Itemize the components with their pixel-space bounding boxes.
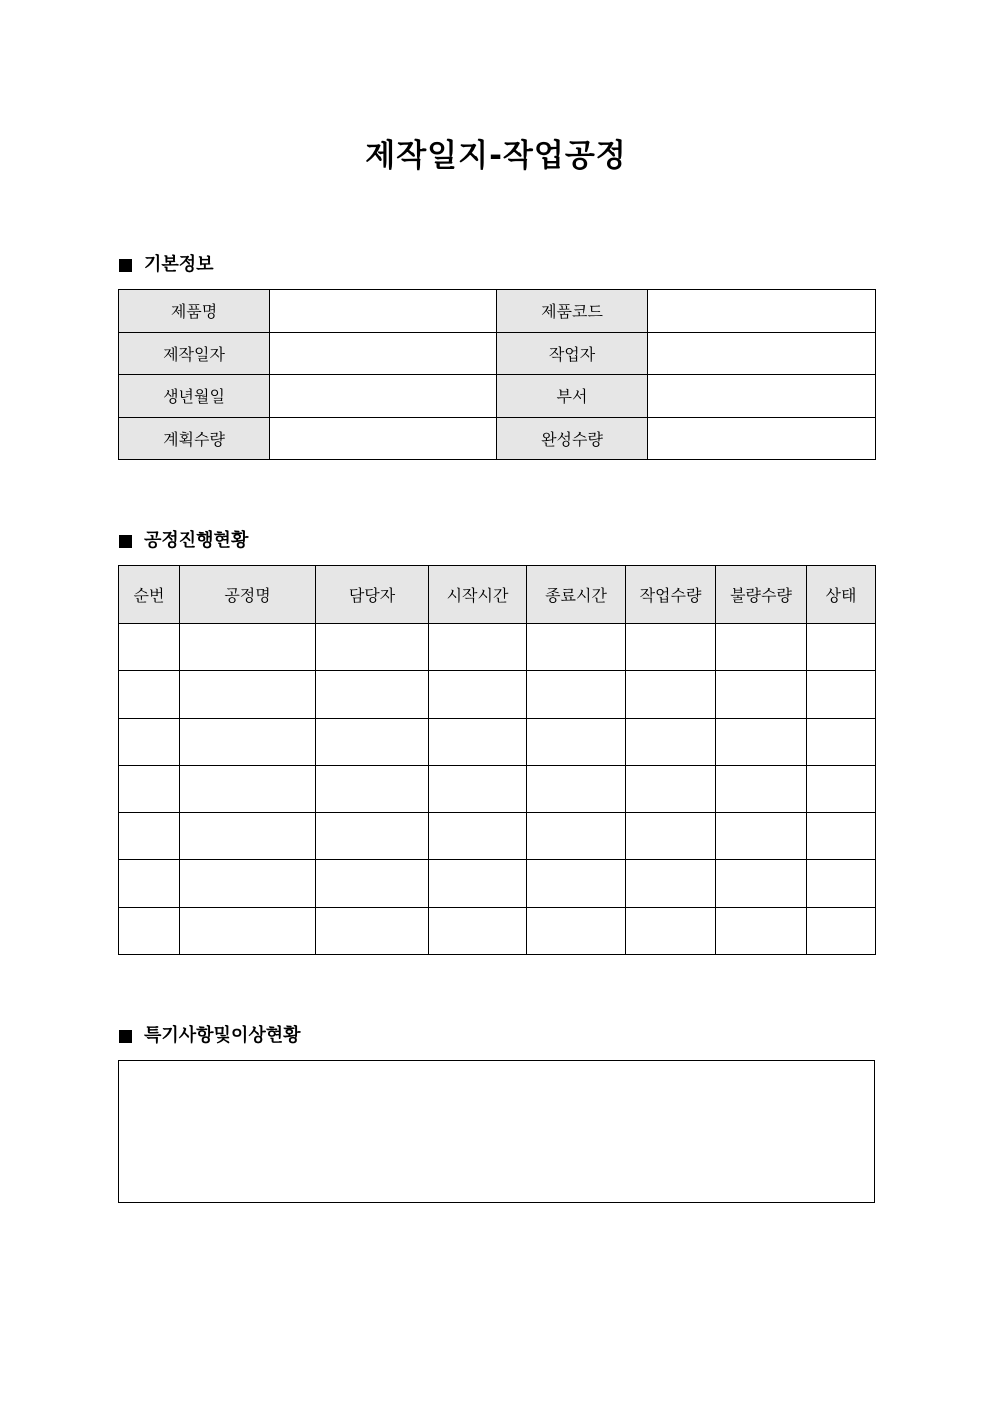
table-cell[interactable] xyxy=(716,860,807,907)
table-cell[interactable] xyxy=(807,765,876,812)
table-cell[interactable] xyxy=(716,671,807,718)
table-cell[interactable] xyxy=(527,718,626,765)
planned-quantity-field[interactable] xyxy=(270,417,497,460)
document-title: 제작일지-작업공정 xyxy=(365,138,627,174)
table-cell[interactable] xyxy=(180,671,316,718)
table-cell[interactable] xyxy=(807,813,876,860)
table-cell[interactable] xyxy=(527,907,626,954)
table-cell[interactable] xyxy=(119,860,180,907)
table-cell[interactable] xyxy=(626,860,716,907)
table-row xyxy=(119,671,876,718)
table-cell[interactable] xyxy=(316,671,429,718)
table-cell[interactable] xyxy=(807,907,876,954)
basic-info-row xyxy=(119,290,876,333)
table-cell[interactable] xyxy=(807,860,876,907)
table-cell[interactable] xyxy=(716,718,807,765)
product-name-field[interactable] xyxy=(270,290,497,333)
basic-info-heading-text: 기본정보 xyxy=(144,254,214,275)
notes-heading xyxy=(119,1024,301,1048)
label-product-code: 제품코드 xyxy=(497,290,648,333)
table-cell[interactable] xyxy=(429,624,527,671)
table-cell[interactable] xyxy=(429,907,527,954)
table-cell[interactable] xyxy=(180,765,316,812)
table-cell[interactable] xyxy=(807,718,876,765)
column-header-defect-quantity: 불량수량 xyxy=(716,566,807,624)
column-header-start-time: 시작시간 xyxy=(429,566,527,624)
label-production-date: 제작일자 xyxy=(119,332,270,375)
table-row xyxy=(119,813,876,860)
table-cell[interactable] xyxy=(626,671,716,718)
table-cell[interactable] xyxy=(716,765,807,812)
basic-info-heading xyxy=(119,253,214,277)
label-completed-quantity: 완성수량 xyxy=(497,417,648,460)
table-cell[interactable] xyxy=(626,718,716,765)
table-cell[interactable] xyxy=(626,624,716,671)
process-heading-text: 공정진행현황 xyxy=(144,530,249,551)
table-cell[interactable] xyxy=(527,765,626,812)
birth-date-field[interactable] xyxy=(270,375,497,418)
column-header-status: 상태 xyxy=(807,566,876,624)
table-row xyxy=(119,624,876,671)
table-cell[interactable] xyxy=(180,907,316,954)
table-cell[interactable] xyxy=(716,624,807,671)
table-cell[interactable] xyxy=(807,624,876,671)
table-cell[interactable] xyxy=(527,860,626,907)
column-header-sequence: 순번 xyxy=(119,566,180,624)
table-cell[interactable] xyxy=(316,860,429,907)
table-row xyxy=(119,860,876,907)
basic-info-row xyxy=(119,375,876,418)
table-cell[interactable] xyxy=(429,765,527,812)
table-cell[interactable] xyxy=(626,907,716,954)
table-cell[interactable] xyxy=(180,813,316,860)
label-product-name: 제품명 xyxy=(119,290,270,333)
table-cell[interactable] xyxy=(119,765,180,812)
completed-quantity-field[interactable] xyxy=(648,417,876,460)
column-header-end-time: 종료시간 xyxy=(527,566,626,624)
table-cell[interactable] xyxy=(119,813,180,860)
table-cell[interactable] xyxy=(180,718,316,765)
table-cell[interactable] xyxy=(119,718,180,765)
table-cell[interactable] xyxy=(316,813,429,860)
notes-text-area[interactable] xyxy=(118,1060,875,1203)
label-birth-date: 생년월일 xyxy=(119,375,270,418)
table-cell[interactable] xyxy=(316,718,429,765)
table-cell[interactable] xyxy=(119,624,180,671)
table-cell[interactable] xyxy=(716,813,807,860)
basic-info-table xyxy=(118,289,876,460)
table-cell[interactable] xyxy=(180,860,316,907)
table-cell[interactable] xyxy=(429,860,527,907)
label-department: 부서 xyxy=(497,375,648,418)
table-row xyxy=(119,765,876,812)
notes-heading-text: 특기사항및이상현황 xyxy=(144,1025,301,1046)
column-header-process-name: 공정명 xyxy=(180,566,316,624)
table-cell[interactable] xyxy=(119,907,180,954)
table-cell[interactable] xyxy=(429,813,527,860)
table-cell[interactable] xyxy=(316,907,429,954)
basic-info-row xyxy=(119,417,876,460)
table-cell[interactable] xyxy=(527,671,626,718)
column-header-assignee: 담당자 xyxy=(316,566,429,624)
table-cell[interactable] xyxy=(716,907,807,954)
square-bullet-icon xyxy=(119,259,132,272)
table-cell[interactable] xyxy=(316,765,429,812)
table-cell[interactable] xyxy=(429,671,527,718)
table-cell[interactable] xyxy=(119,671,180,718)
production-date-field[interactable] xyxy=(270,332,497,375)
table-cell[interactable] xyxy=(626,765,716,812)
square-bullet-icon xyxy=(119,535,132,548)
table-cell[interactable] xyxy=(527,813,626,860)
table-row xyxy=(119,907,876,954)
table-cell[interactable] xyxy=(626,813,716,860)
basic-info-row xyxy=(119,332,876,375)
table-cell[interactable] xyxy=(807,671,876,718)
process-header-row xyxy=(119,566,876,624)
label-planned-quantity: 계획수량 xyxy=(119,417,270,460)
process-table xyxy=(118,565,876,955)
table-cell[interactable] xyxy=(180,624,316,671)
table-cell[interactable] xyxy=(316,624,429,671)
square-bullet-icon xyxy=(119,1030,132,1043)
table-cell[interactable] xyxy=(429,718,527,765)
worker-field[interactable] xyxy=(648,332,876,375)
table-row xyxy=(119,718,876,765)
product-code-field[interactable] xyxy=(648,290,876,333)
process-heading xyxy=(119,529,248,553)
table-cell[interactable] xyxy=(527,624,626,671)
column-header-work-quantity: 작업수량 xyxy=(626,566,716,624)
label-worker: 작업자 xyxy=(497,332,648,375)
department-field[interactable] xyxy=(648,375,876,418)
